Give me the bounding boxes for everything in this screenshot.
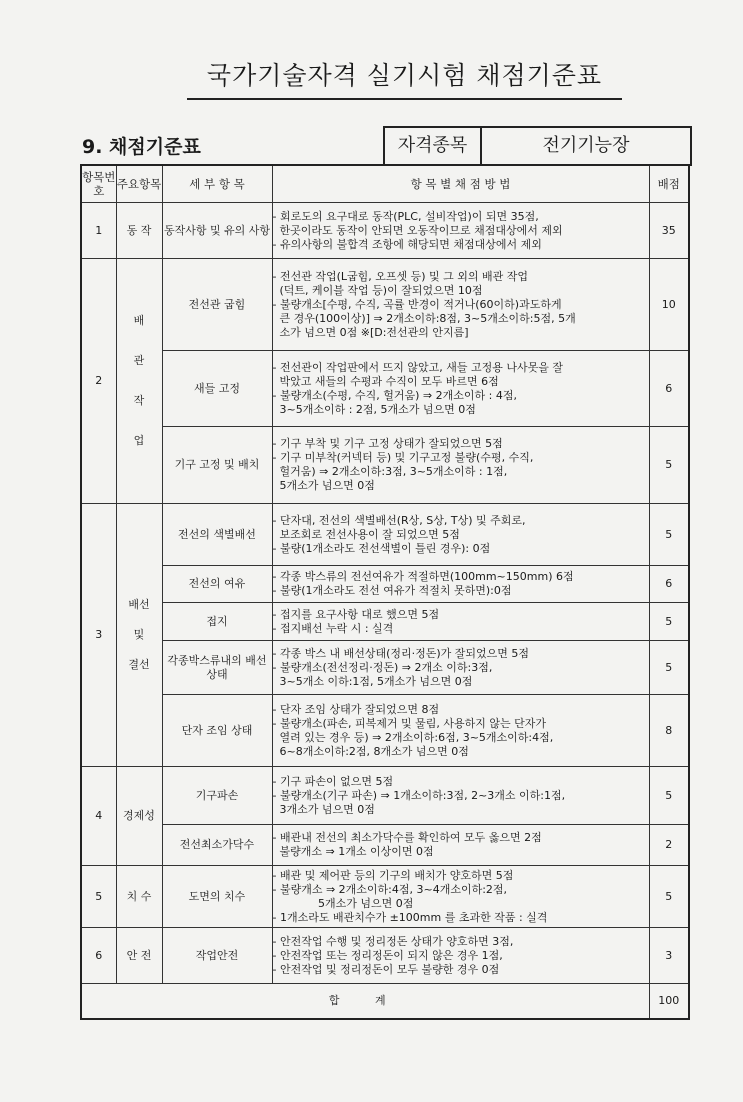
method-line: - 기구 부착 및 기구 고정 상태가 잘되었으면 5점: [272, 437, 503, 450]
method-line: - 전선관이 작업판에서 뜨지 않았고, 새들 고정용 나사못을 잘: [272, 360, 563, 374]
method-line: - 불량(1개소라도 전선색별이 틀린 경우): 0점: [272, 541, 491, 555]
document-title: 국가기술자격 실기시험 채점기준표: [187, 56, 622, 100]
total-score: 100: [649, 984, 689, 1020]
method-line: - 안전작업 수행 및 정리정돈 상태가 양호하면 3점,: [272, 934, 514, 948]
method-line: - 불량(1개소라도 전선 여유가 적절치 못하면):0점: [272, 584, 512, 597]
section-title: 9. 채점기준표: [82, 136, 201, 158]
method-line: - 불량개소(파손, 피복제거 및 물림, 사용하지 않는 단자가: [272, 716, 547, 730]
method-line: (덕트, 케이블 작업 등)이 잘되었으면 10점: [272, 283, 483, 297]
table-row: [81, 928, 689, 984]
table-row: [81, 427, 689, 504]
sub-item: 동작사항 및 유의 사항: [162, 203, 272, 259]
total-row: [81, 984, 689, 1020]
item-number: 3: [81, 504, 116, 767]
sub-item: 기구파손: [162, 767, 272, 825]
method-line: - 각종 박스류의 전선여유가 적절하면(100mm~150mm) 6점: [272, 570, 574, 583]
header-no: 항목번호: [81, 165, 116, 203]
main-item: 배 관 작 업: [116, 259, 162, 504]
table-header-row: [81, 165, 689, 203]
score: 5: [649, 427, 689, 504]
scoring-method: [272, 603, 649, 641]
item-number: 1: [81, 203, 116, 259]
sub-item: 단자 조임 상태: [162, 695, 272, 767]
scoring-table: [80, 164, 690, 1020]
method-line: 6~8개소이하:2점, 8개소가 넘으면 0점: [272, 744, 469, 758]
sub-item: 새들 고정: [162, 351, 272, 427]
score: 6: [649, 351, 689, 427]
score: 35: [649, 203, 689, 259]
table-row: [81, 767, 689, 825]
scoring-method: [272, 259, 649, 351]
main-item: 동 작: [116, 203, 162, 259]
method-line: - 단자대, 전선의 색별배선(R상, S상, T상) 및 주회로,: [272, 513, 526, 527]
qualification-label: 자격종목: [385, 128, 482, 164]
score: 5: [649, 767, 689, 825]
method-line: - 각종 박스 내 배선상태(정리·정돈)가 잘되었으면 5점: [272, 646, 530, 660]
table-row: [81, 259, 689, 351]
score: 6: [649, 566, 689, 603]
sub-item: 기구 고정 및 배치: [162, 427, 272, 504]
table-row: [81, 566, 689, 603]
method-line: - 유의사항의 불합격 조항에 해당되면 채점대상에서 제외: [272, 237, 542, 251]
method-line: 불량개소 ⇒ 1개소 이상이면 0점: [272, 845, 434, 858]
method-line: 열려 있는 경우 등) ⇒ 2개소이하:6점, 3~5개소이하:4점,: [272, 730, 554, 744]
scoring-method: [272, 928, 649, 984]
sub-item: 도면의 치수: [162, 866, 272, 928]
main-item: 경제성: [116, 767, 162, 866]
method-line: - 전선관 작업(L굽힘, 오프셋 등) 및 그 외의 배관 작업: [272, 269, 529, 283]
item-number: 5: [81, 866, 116, 928]
scoring-method: [272, 767, 649, 825]
method-line: - 불량개소[수평, 수직, 곡률 반경이 적거나(60이하)과도하게: [272, 297, 562, 311]
sub-item: 전선의 색별배선: [162, 504, 272, 566]
scoring-method: [272, 566, 649, 603]
score: 5: [649, 603, 689, 641]
main-item: 치 수: [116, 866, 162, 928]
method-line: 큰 경우(100이상)] ⇒ 2개소이하:8점, 3~5개소이하:5점, 5개: [272, 311, 576, 325]
sub-item: 전선의 여유: [162, 566, 272, 603]
scoring-method: [272, 351, 649, 427]
qualification-box: [383, 126, 692, 166]
item-number: 4: [81, 767, 116, 866]
method-line: 5개소가 넘으면 0점: [272, 479, 375, 492]
scoring-method: [272, 641, 649, 695]
table-row: [81, 641, 689, 695]
main-item: 배선 및 결선: [116, 504, 162, 767]
method-line: - 단자 조임 상태가 잘되었으면 8점: [272, 702, 440, 716]
header-main: 주요항목: [116, 165, 162, 203]
qualification-value: 전기기능장: [542, 135, 630, 156]
sub-item: 전선최소가닥수: [162, 825, 272, 866]
method-line: 5개소가 넘으면 0점: [272, 896, 414, 910]
method-line: 소가 넘으면 0점 ※[D:전선관의 안지름]: [272, 325, 469, 339]
scoring-method: [272, 504, 649, 566]
method-line: 3~5개소이하 : 2점, 5개소가 넘으면 0점: [272, 402, 476, 416]
method-line: - 접지를 요구사항 대로 했으면 5점: [272, 607, 440, 621]
score: 3: [649, 928, 689, 984]
method-line: - 기구 파손이 없으면 5점: [272, 774, 394, 788]
table-row: [81, 825, 689, 866]
table-row: [81, 866, 689, 928]
method-line: - 안전작업 또는 정리정돈이 되지 않은 경우 1점,: [272, 948, 503, 962]
table-row: [81, 603, 689, 641]
table-row: [81, 351, 689, 427]
scoring-method: [272, 427, 649, 504]
header-method: 항 목 별 채 점 방 법: [272, 165, 649, 203]
scoring-method: [272, 825, 649, 866]
sub-item: 접지: [162, 603, 272, 641]
method-line: - 불량개소 ⇒ 2개소이하:4점, 3~4개소이하:2점,: [272, 882, 508, 896]
score: 5: [649, 504, 689, 566]
table-row: [81, 695, 689, 767]
scoring-method: [272, 695, 649, 767]
method-line: 3개소가 넘으면 0점: [272, 802, 375, 816]
method-line: 보조회로 전선사용이 잘 되었으면 5점: [272, 527, 460, 541]
method-line: - 1개소라도 배관치수가 ±100mm 를 초과한 작품 : 실격: [272, 910, 548, 924]
scoring-method: [272, 203, 649, 259]
header-sub: 세 부 항 목: [162, 165, 272, 203]
table-body: [81, 203, 689, 984]
score: 5: [649, 866, 689, 928]
score: 8: [649, 695, 689, 767]
score: 2: [649, 825, 689, 866]
section-header: [80, 126, 688, 164]
item-number: 6: [81, 928, 116, 984]
method-line: - 불량개소(전선정리·정돈) ⇒ 2개소 이하:3점,: [272, 660, 493, 674]
method-line: - 안전작업 및 정리정돈이 모두 불량한 경우 0점: [272, 962, 500, 976]
header-score: 배점: [649, 165, 689, 203]
method-line: - 접지배선 누락 시 : 실격: [272, 621, 394, 635]
method-line: 박았고 새들의 수평과 수직이 모두 바르면 6점: [272, 374, 499, 388]
method-line: - 배관 및 제어판 등의 기구의 배치가 양호하면 5점: [272, 868, 514, 882]
method-line: 3~5개소 이하:1점, 5개소가 넘으면 0점: [272, 674, 473, 688]
sub-item: 작업안전: [162, 928, 272, 984]
method-line: 한곳이라도 동작이 안되면 오동작이므로 채점대상에서 제외: [272, 223, 563, 237]
method-line: - 불량개소(수평, 수직, 헐거움) ⇒ 2개소이하 : 4점,: [272, 388, 517, 402]
scoring-method: [272, 866, 649, 928]
score: 10: [649, 259, 689, 351]
table-row: [81, 203, 689, 259]
method-line: - 기구 미부착(커넥터 등) 및 기구고정 불량(수평, 수직,: [272, 451, 534, 464]
method-line: - 배관내 전선의 최소가닥수를 확인하여 모두 옳으면 2점: [272, 831, 542, 844]
method-line: - 회로도의 요구대로 동작(PLC, 설비작업)이 되면 35점,: [272, 209, 539, 223]
main-item: 안 전: [116, 928, 162, 984]
item-number: 2: [81, 259, 116, 504]
table-row: [81, 504, 689, 566]
total-label: 합 계: [81, 984, 649, 1020]
method-line: 헐거움) ⇒ 2개소이하:3점, 3~5개소이하 : 1점,: [272, 465, 508, 478]
sub-item: 전선관 굽힘: [162, 259, 272, 351]
sub-item: 각종박스류내의 배선상태: [162, 641, 272, 695]
score: 5: [649, 641, 689, 695]
method-line: - 불량개소(기구 파손) ⇒ 1개소이하:3점, 2~3개소 이하:1점,: [272, 788, 566, 802]
